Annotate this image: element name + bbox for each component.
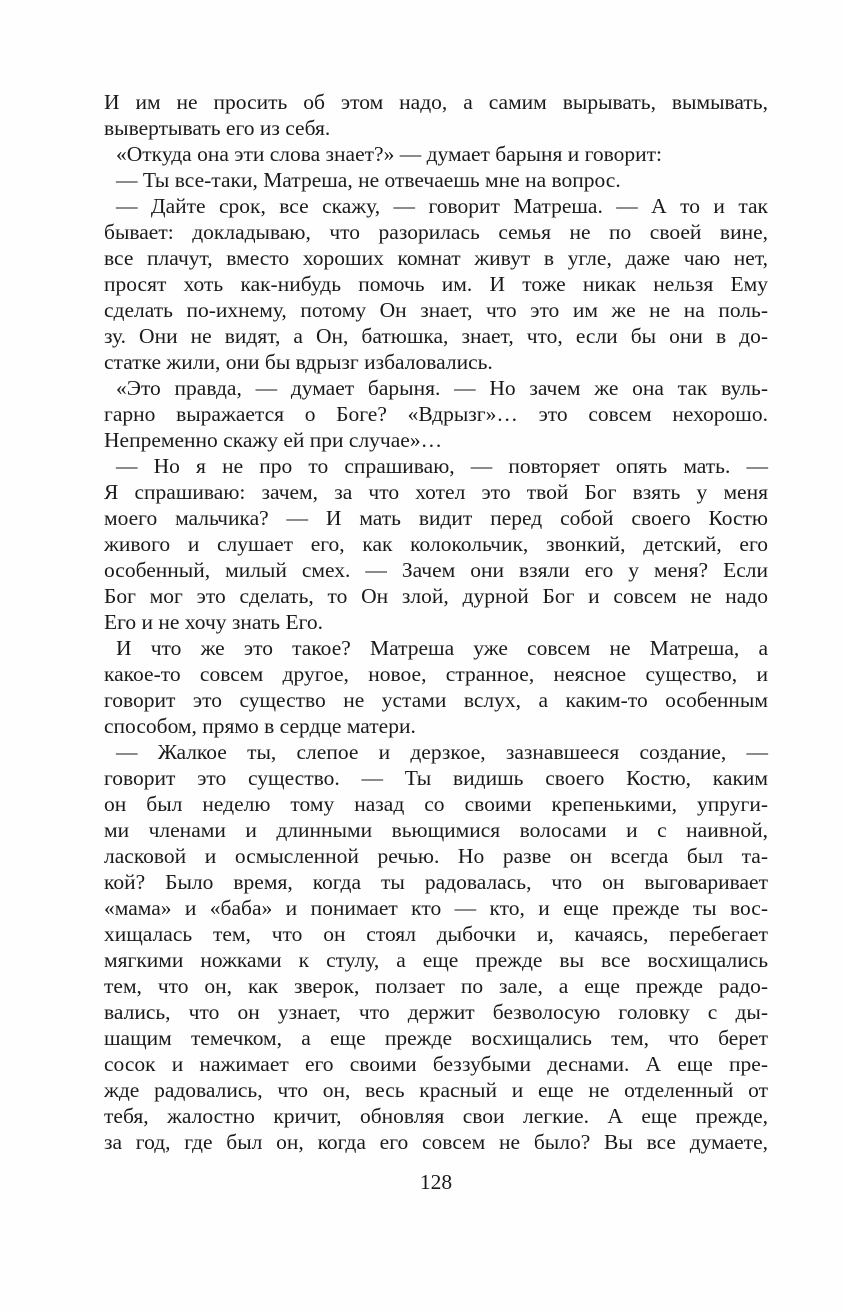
text-line: сосок и нажимает его своими беззубыми деснами. А еще пре- xyxy=(104,1052,768,1076)
text-line: за год, где был он, когда его совсем не было? Вы все думаете, xyxy=(104,1130,768,1154)
text-line: Я спрашиваю: зачем, за что хотел это твой Бог взять у меня xyxy=(104,480,768,504)
text-line: сделать по-ихнему, потому Он знает, что это им же не на поль- xyxy=(104,298,768,322)
text-line: И что же это такое? Матреша уже совсем не Матреша, а xyxy=(116,636,768,660)
text-line: говорит это существо. — Ты видишь своего Костю, каким xyxy=(104,766,768,790)
text-line: вывертывать его из себя. xyxy=(104,116,331,140)
text-line: — Ты все-таки, Матреша, не отвечаешь мне на вопрос. xyxy=(116,168,621,192)
text-line: «Откуда она эти слова знает?» — думает барыня и говорит: xyxy=(116,142,663,166)
text-line: он был неделю тому назад со своими крепенькими, упруги- xyxy=(104,792,768,816)
text-block xyxy=(104,89,768,1155)
text-line: мягкими ножками к стулу, а еще прежде вы все восхищались xyxy=(104,948,768,972)
text-line: «мама» и «баба» и понимает кто — кто, и еще прежде ты вос- xyxy=(104,896,768,920)
text-line: — Дайте срок, все скажу, — говорит Матреша. — А то и так xyxy=(116,194,768,218)
text-line: Его и не хочу знать Его. xyxy=(104,610,324,634)
text-line: — Но я не про то спрашиваю, — повторяет опять мать. — xyxy=(116,454,768,478)
text-line: тем, что он, как зверок, ползает по зале, а еще прежде радо- xyxy=(104,974,768,998)
text-line: Бог мог это сделать, то Он злой, дурной Бог и совсем не надо xyxy=(104,584,768,608)
text-line: гарно выражается о Боге? «Вдрызг»… это совсем нехорошо. xyxy=(104,402,768,426)
text-line: тебя, жалостно кричит, обновляя свои легкие. А еще прежде, xyxy=(104,1104,768,1128)
text-line: все плачут, вместо хороших комнат живут в угле, даже чаю нет, xyxy=(104,246,768,270)
text-line: способом, прямо в сердце матери. xyxy=(104,714,416,738)
text-line: вались, что он узнает, что держит безволосую головку с ды- xyxy=(104,1000,768,1024)
text-line: Непременно скажу ей при случае»… xyxy=(104,428,443,452)
text-line: шащим темечком, а еще прежде восхищались тем, что берет xyxy=(104,1026,768,1050)
text-line: моего мальчика? — И мать видит перед собой своего Костю xyxy=(104,506,768,530)
text-line: живого и слушает его, как колокольчик, звонкий, детский, его xyxy=(104,532,768,556)
text-line: особенный, милый смех. — Зачем они взяли его у меня? Если xyxy=(104,558,768,582)
text-line: И им не просить об этом надо, а самим вырывать, вымывать, xyxy=(104,90,768,114)
text-line: жде радовались, что он, весь красный и еще не отделенный от xyxy=(104,1078,768,1102)
text-line: просят хоть как-нибудь помочь им. И тоже никак нельзя Ему xyxy=(104,272,768,296)
text-line: статке жили, они бы вдрызг избаловались. xyxy=(104,350,493,374)
text-line: говорит это существо не устами вслух, а каким-то особенным xyxy=(104,688,768,712)
text-line: кой? Было время, когда ты радовалась, что он выговаривает xyxy=(104,870,768,894)
text-line: ласковой и осмысленной речью. Но разве он всегда был та- xyxy=(104,844,768,868)
text-line: какое-то совсем другое, новое, странное, неясное существо, и xyxy=(104,662,768,686)
page-number: 128 xyxy=(419,1170,453,1194)
text-line: — Жалкое ты, слепое и дерзкое, зазнавшееся создание, — xyxy=(116,740,768,764)
text-line: бывает: докладываю, что разорилась семья не по своей вине, xyxy=(104,220,768,244)
text-line: зу. Они не видят, а Он, батюшка, знает, что, если бы они в до- xyxy=(104,324,768,348)
text-line: хищалась тем, что он стоял дыбочки и, качаясь, перебегает xyxy=(104,922,768,946)
text-line: «Это правда, — думает барыня. — Но зачем же она так вуль- xyxy=(116,376,768,400)
text-line: ми членами и длинными вьющимися волосами и с наивной, xyxy=(104,818,768,842)
